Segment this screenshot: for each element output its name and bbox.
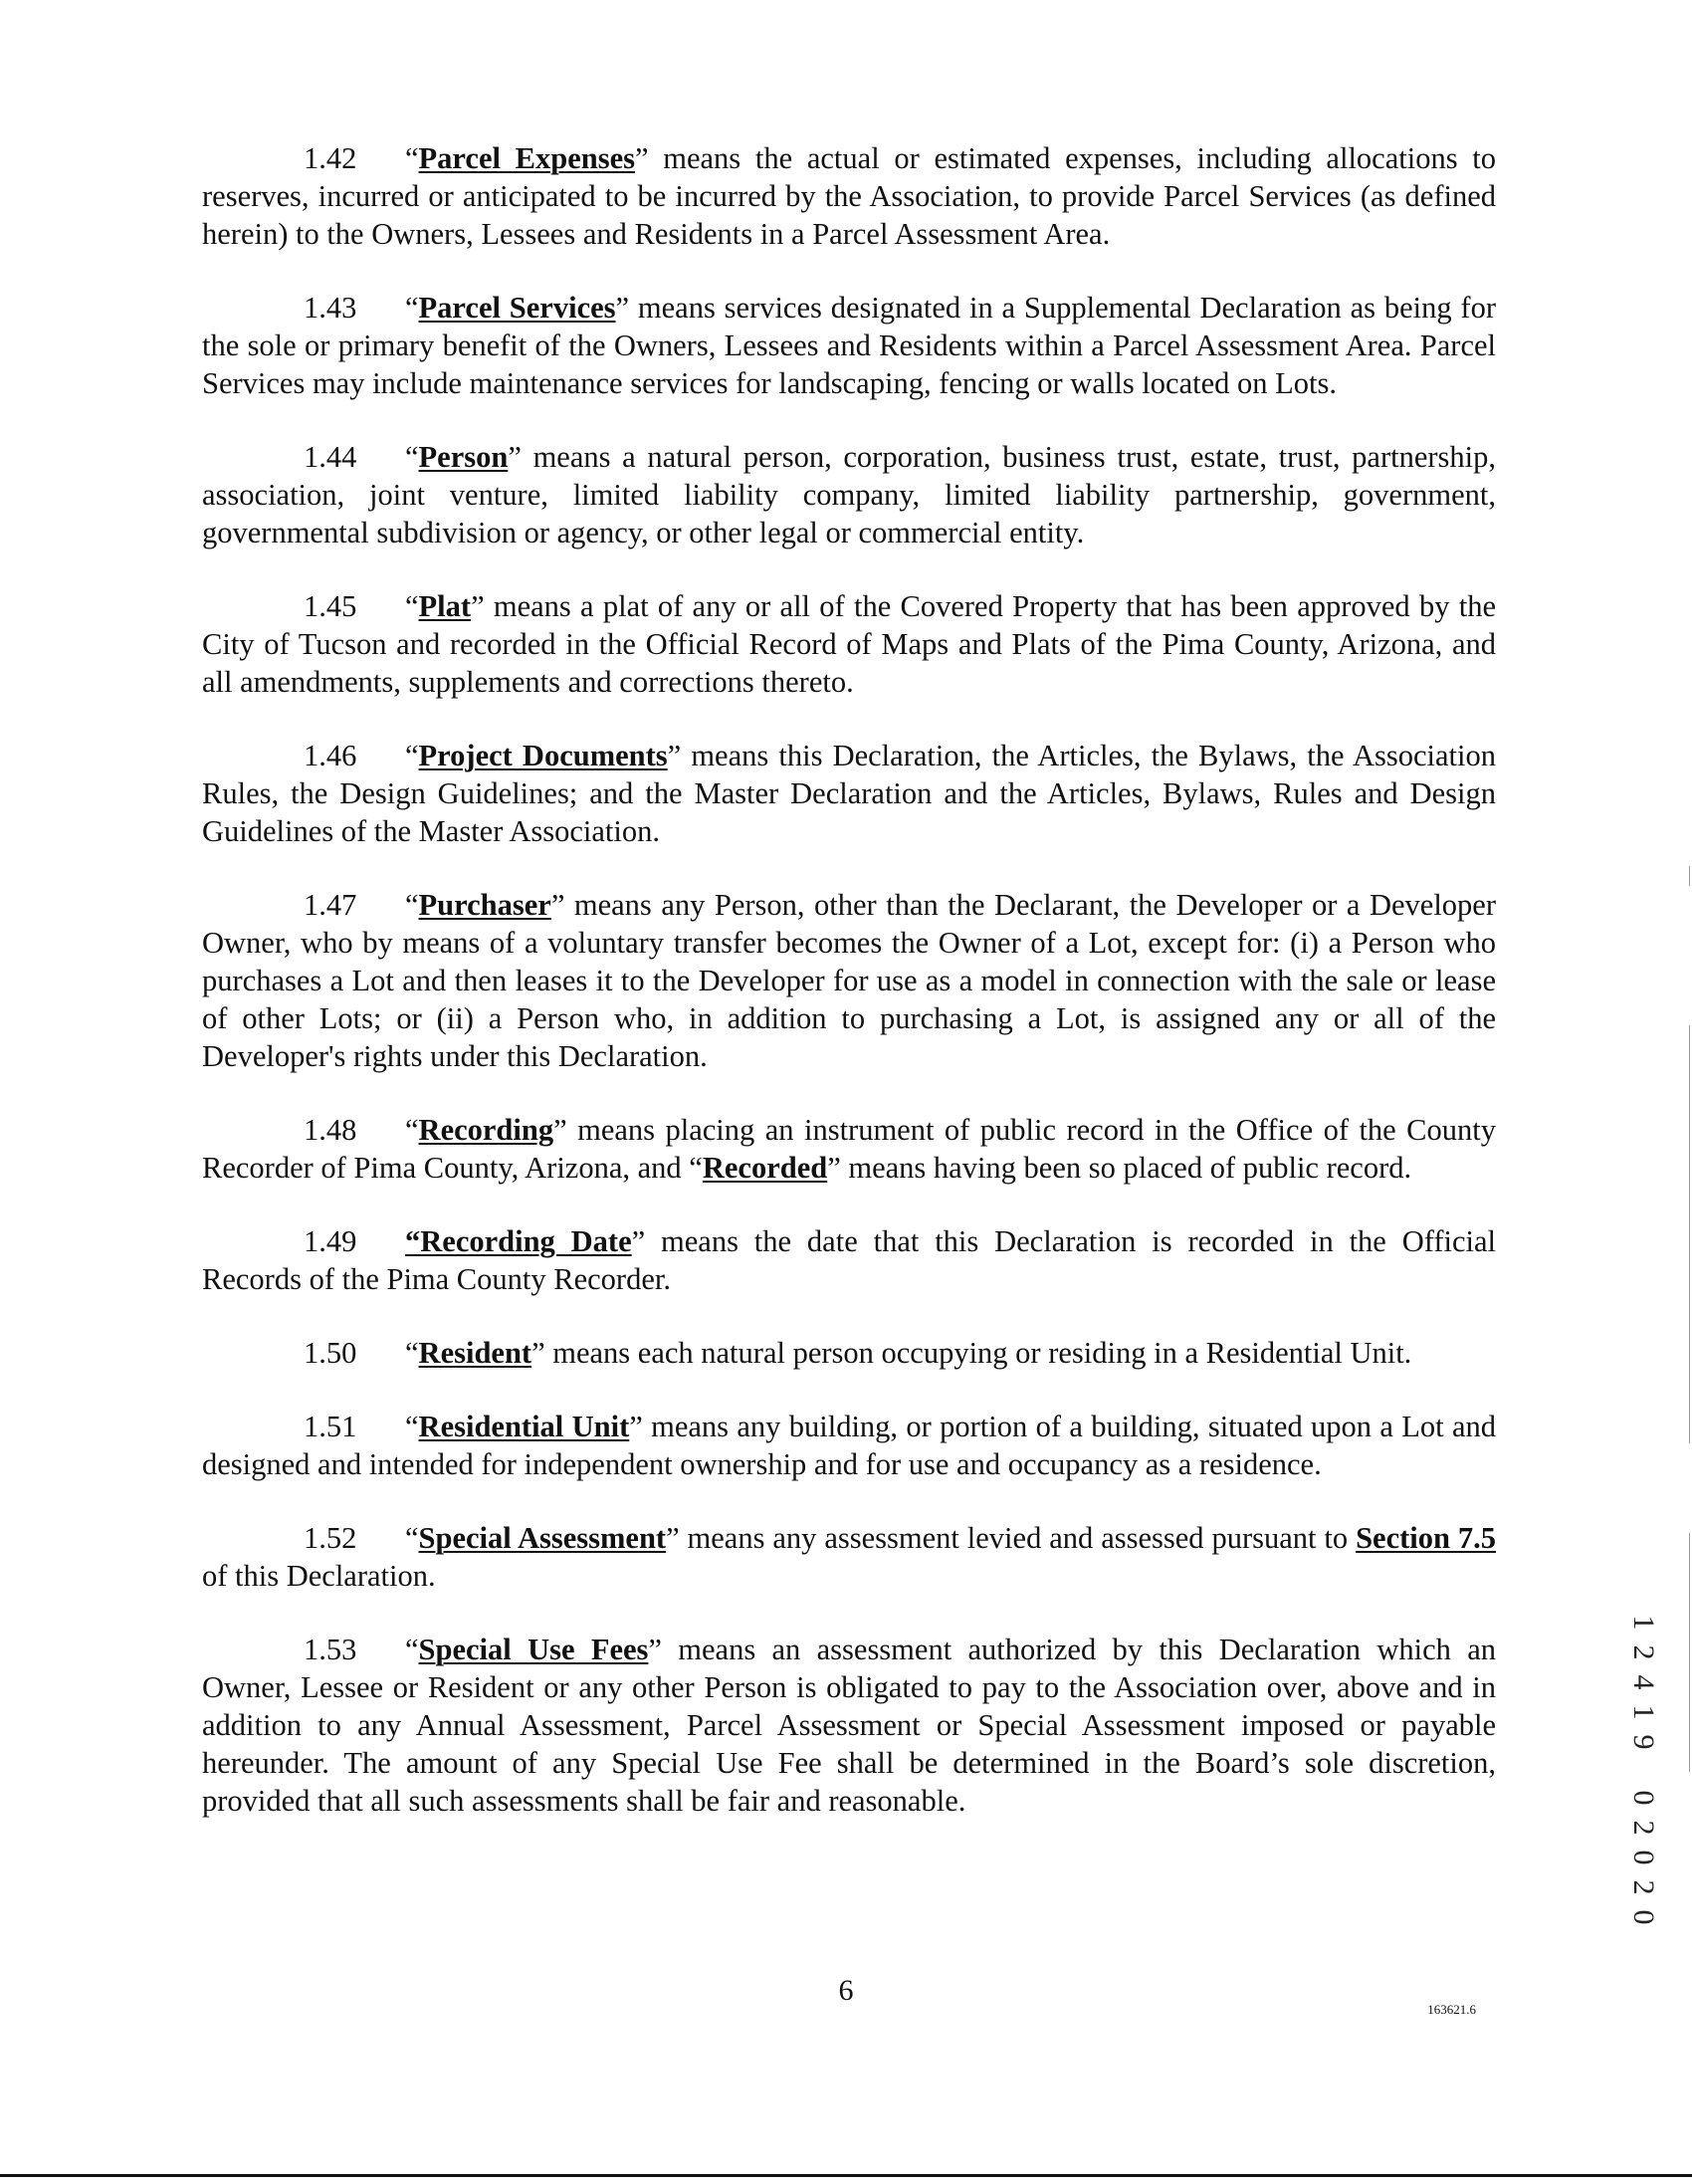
definition-text: ” means an assessment authorized by this Declaration which an Owner, Lessee or Resident or any other Person is obligated to pay to the Association over, above and in addition to any Annual Assessment, Parcel Assessment or Special Assessment imposed or payable hereunder. The amount of any Special Use Fee shall be determined in the Board’s sole discretion, provided that all such assessments shall be fair and reasonable.: [202, 1633, 1496, 1818]
section-number: 1.49: [304, 1224, 357, 1258]
definition-text: ” means any Person, other than the Declarant, the Developer or a Developer Owner, who by means of a voluntary transfer becomes the Owner of a Lot, except for: (i) a Person who purchases a Lot and then leases it to the Developer for use as a model in connection with the sale or lease of other Lots; or (ii) a Person who, in addition to purchasing a Lot, is assigned any or all of the Developer's rights under this Declaration.: [202, 888, 1496, 1073]
defined-term: Project Documents: [418, 739, 668, 772]
definition-text: “: [405, 589, 419, 623]
definition-paragraph: [202, 587, 1496, 701]
definition-paragraph: [202, 438, 1496, 551]
definition-paragraph: [202, 1519, 1496, 1595]
definition-paragraph: [202, 737, 1496, 850]
defined-term: Special Use Fees: [418, 1633, 649, 1666]
section-number: 1.53: [304, 1633, 357, 1666]
definition-paragraph: [202, 1631, 1496, 1820]
definition-text: of this Declaration.: [202, 1559, 436, 1593]
section-number: 1.50: [304, 1336, 357, 1370]
definition-paragraph: [202, 289, 1496, 402]
recording-stamp: [1628, 1608, 1658, 1932]
scan-edge-mark: [1689, 866, 1690, 886]
scan-edge-mark: [1689, 1025, 1690, 1443]
defined-term: Plat: [418, 589, 472, 623]
defined-term: Section 7.5: [1356, 1521, 1496, 1555]
scan-edge-mark: [1689, 1533, 1690, 1772]
definition-text: “: [405, 739, 419, 772]
definition-text: ” means a plat of any or all of the Covered Property that has been approved by the City of Tucson and recorded in the Official Record of Maps and Plats of the Pima County, Arizona, and all amendments, supplements and corrections thereto.: [202, 589, 1496, 699]
definition-text: ” means the date that this Declaration is recorded in the Official Records of the Pima County Recorder.: [202, 1224, 1496, 1296]
definition-text: “: [405, 1410, 419, 1443]
definition-text: ” means services designated in a Supplemental Declaration as being for the sole or primary benefit of the Owners, Lessees and Residents within a Parcel Assessment Area. Parcel Services may include maintenance services for landscaping, fencing or walls located on Lots.: [202, 291, 1496, 400]
section-number: 1.44: [304, 440, 357, 474]
defined-term: Parcel Expenses: [418, 141, 636, 175]
definition-paragraph: [202, 1222, 1496, 1298]
definition-text: ” means having been so placed of public record.: [827, 1151, 1412, 1185]
definition-text: “: [405, 141, 419, 175]
definition-paragraph: [202, 886, 1496, 1075]
definitions-body: [202, 139, 1496, 1856]
defined-term: Special Assessment: [418, 1521, 667, 1555]
definition-text: “: [405, 440, 419, 474]
defined-term: Recorded: [702, 1151, 828, 1185]
document-code: 163621.6: [1427, 2002, 1476, 2017]
section-number: 1.51: [304, 1410, 357, 1443]
defined-term: Person: [418, 440, 509, 474]
section-number: 1.46: [304, 739, 357, 772]
definition-text: ” means each natural person occupying or residing in a Residential Unit.: [531, 1336, 1412, 1370]
section-number: 1.52: [304, 1521, 357, 1555]
section-number: 1.43: [304, 291, 357, 325]
scan-bottom-border: [0, 2174, 1692, 2177]
definition-text: “: [405, 1336, 419, 1370]
definition-text: ” means a natural person, corporation, business trust, estate, trust, partnership, association, joint venture, limited liability company, limited liability partnership, government, governmental subdivision or agency, or other legal or commercial entity.: [202, 440, 1496, 549]
defined-term: Residential Unit: [418, 1410, 630, 1443]
definition-paragraph: [202, 1111, 1496, 1187]
definition-text: ” means any building, or portion of a building, situated upon a Lot and designed and intended for independent ownership and for use and occupancy as a residence.: [202, 1410, 1496, 1481]
definition-text: “: [405, 291, 419, 325]
definition-text: ” means this Declaration, the Articles, the Bylaws, the Association Rules, the Design Guidelines; and the Master Declaration and the Articles, Bylaws, Rules and Design Guidelines of the Master Association.: [202, 739, 1496, 848]
definition-paragraph: [202, 1408, 1496, 1483]
defined-term: “Recording Date: [405, 1224, 632, 1258]
definition-text: ” means any assessment levied and assessed pursuant to: [666, 1521, 1357, 1555]
definition-paragraph: [202, 139, 1496, 253]
section-number: 1.45: [304, 589, 357, 623]
section-number: 1.42: [304, 141, 357, 175]
section-number: 1.48: [304, 1113, 357, 1147]
stamp-line-1: 1 2 4 1 9: [1627, 1615, 1660, 1750]
page-number: 6: [838, 1974, 854, 2007]
defined-term: Purchaser: [418, 888, 551, 922]
definition-text: “: [405, 1521, 419, 1555]
definition-text: “: [405, 1633, 419, 1666]
defined-term: Parcel Services: [418, 291, 616, 325]
definition-text: ” means placing an instrument of public record in the Office of the County Recorder of Pima County, Arizona, and “: [202, 1113, 1496, 1185]
definition-text: ” means the actual or estimated expenses, including allocations to reserves, incurred or anticipated to be incurred by the Association, to provide Parcel Services (as defined herein) to the Owners, Lessees and Residents in a Parcel Assessment Area.: [202, 141, 1496, 251]
section-number: 1.47: [304, 888, 357, 922]
definition-text: “: [405, 888, 419, 922]
defined-term: Recording: [418, 1113, 554, 1147]
defined-term: Resident: [418, 1336, 532, 1370]
stamp-line-2: 0 2 0 2 0: [1627, 1790, 1660, 1925]
definition-paragraph: [202, 1334, 1496, 1372]
definition-text: “: [405, 1113, 419, 1147]
